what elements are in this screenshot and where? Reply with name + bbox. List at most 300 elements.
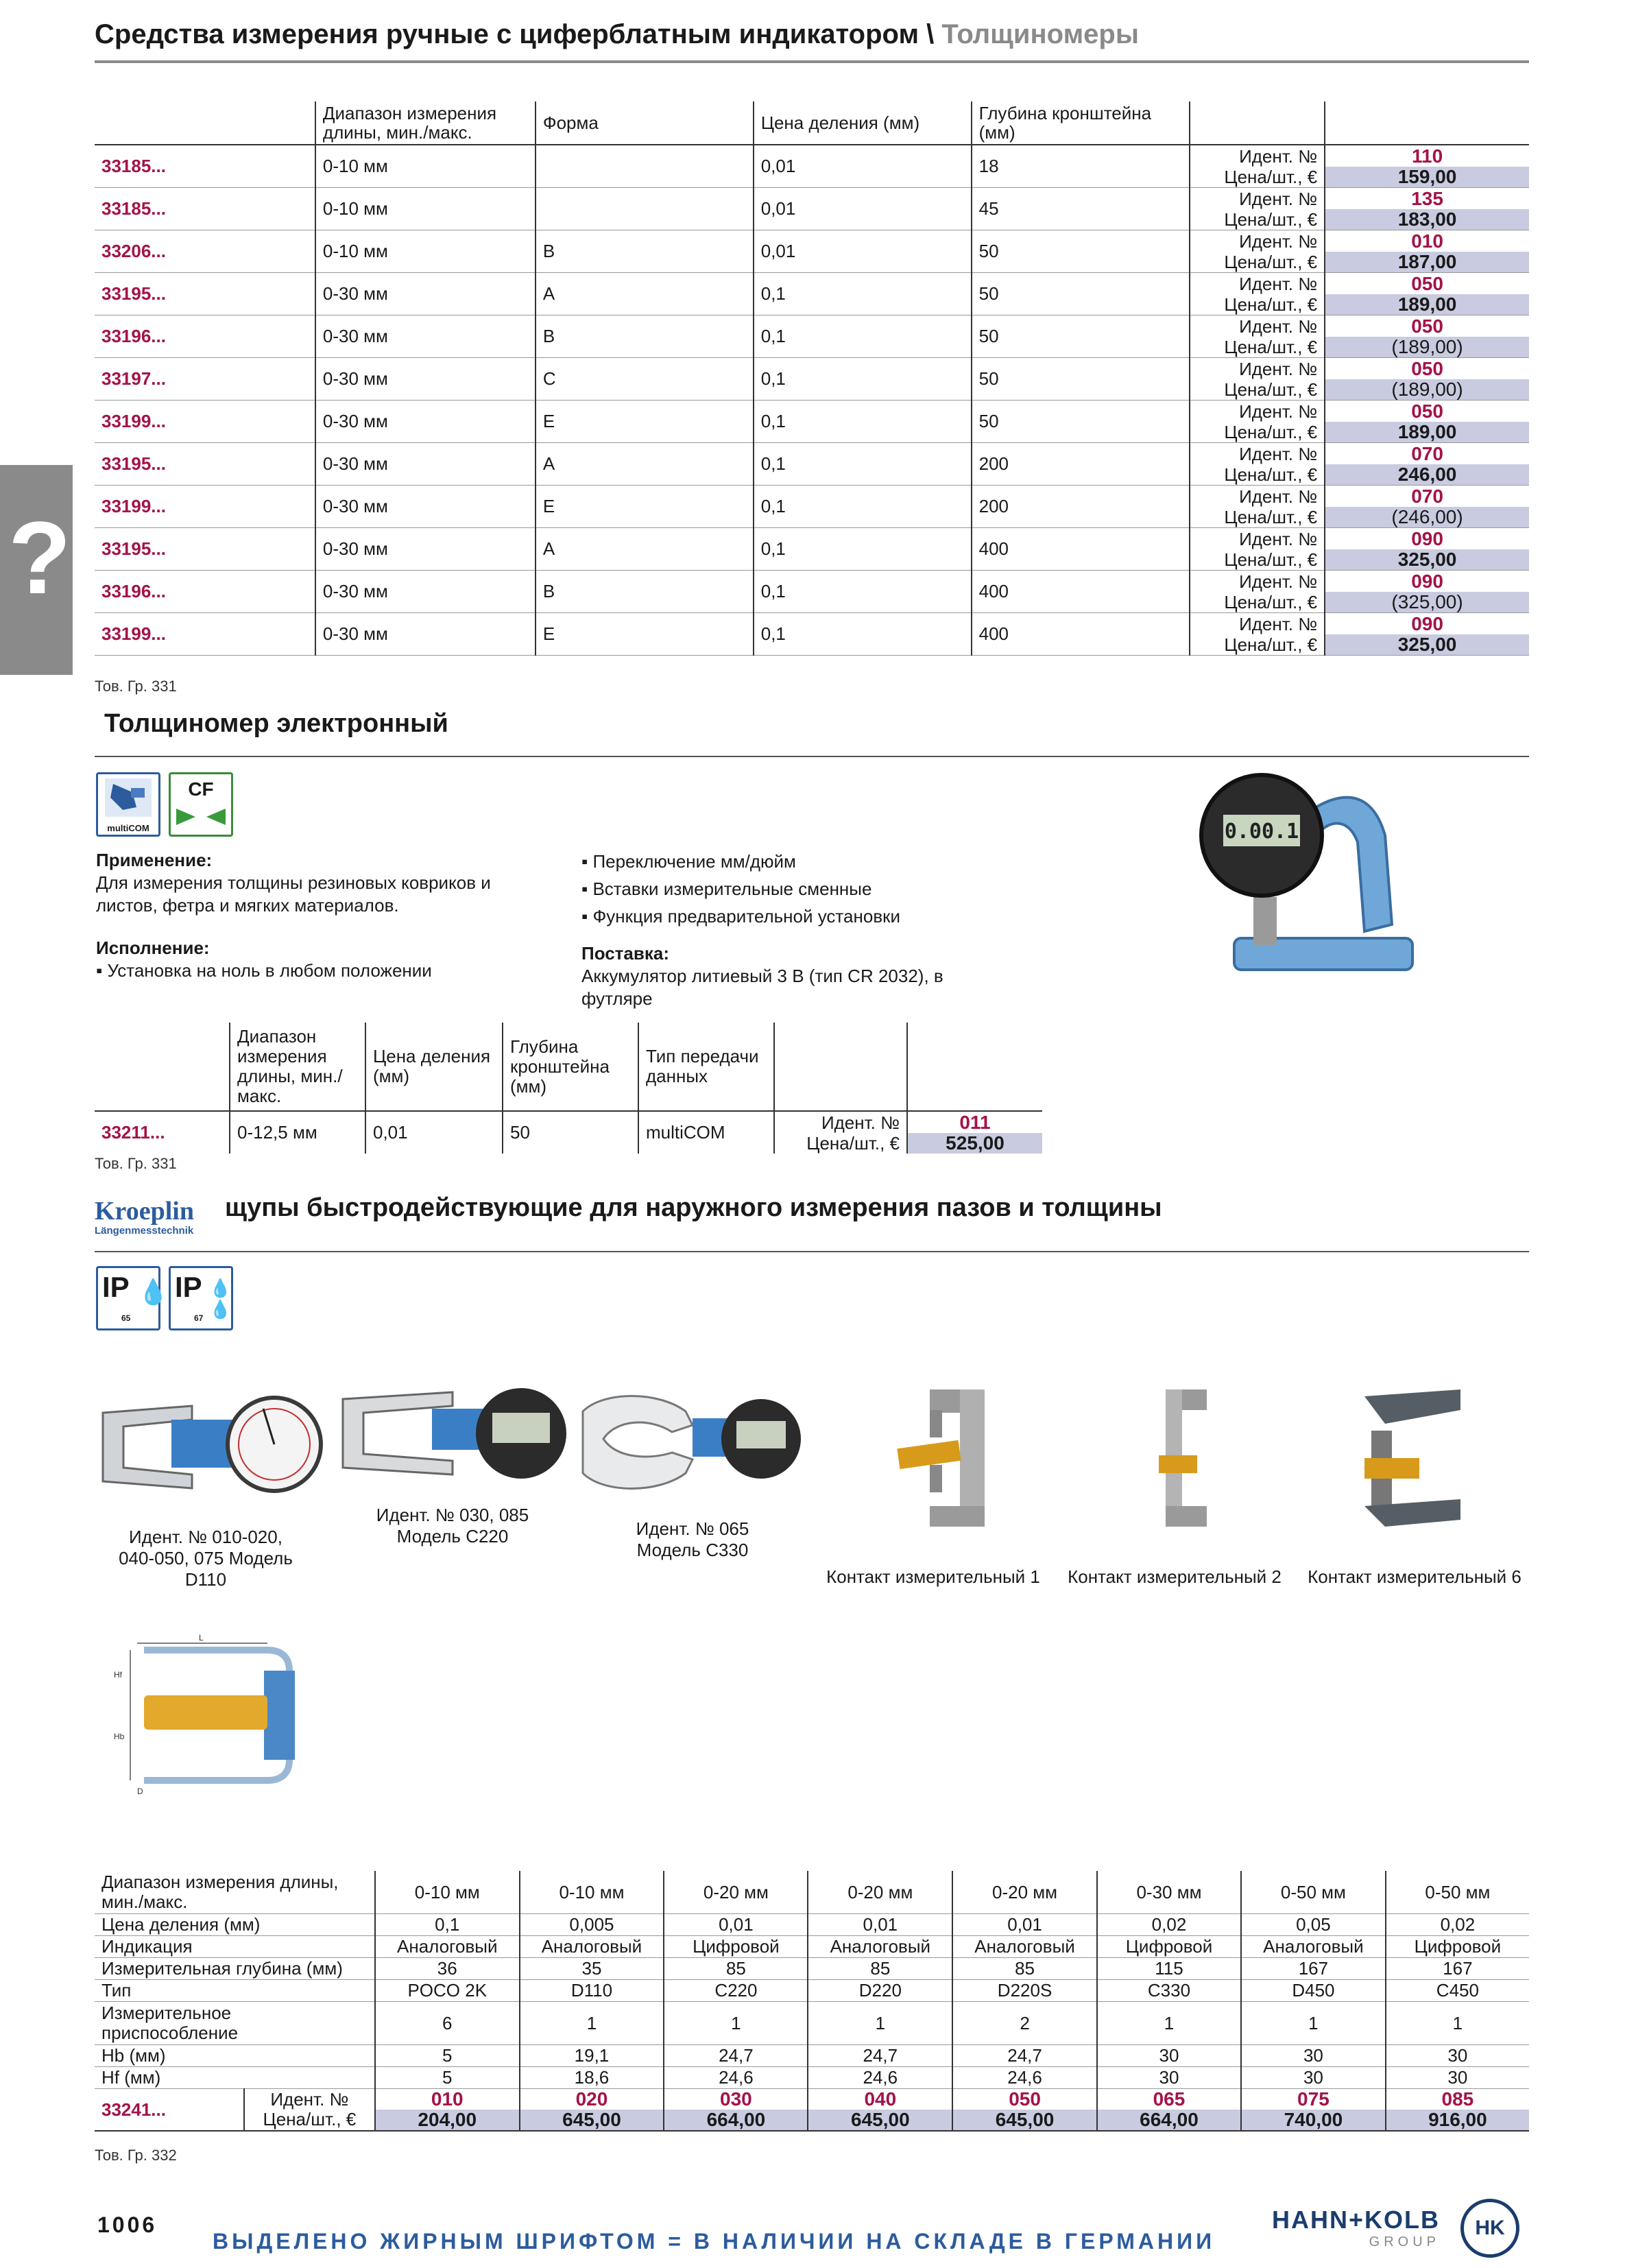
cf-icon (169, 772, 233, 837)
feature-item: Функция предварительной установки (592, 906, 901, 927)
spec-value: 24,7 (808, 2045, 952, 2067)
id-label: Идент. № (1239, 401, 1318, 422)
price-cell (520, 2089, 664, 2132)
form-cell (536, 145, 754, 188)
labels-cell (1190, 613, 1325, 656)
depth-cell: 50 (972, 315, 1190, 358)
spec-row (95, 1914, 1529, 1936)
item-id: 070 (1325, 444, 1529, 464)
logo-sub: Längenmesstechnik (95, 1225, 194, 1237)
header-division: Цена деления (мм) (754, 102, 972, 145)
header-range: Диапазон измерения длины, мин./макс. (315, 102, 536, 145)
header-price (1325, 102, 1529, 145)
item-id: 040 (808, 2089, 952, 2110)
multicom-label: multiCOM (107, 823, 149, 833)
item-id: 050 (1325, 316, 1529, 337)
spec-value: Аналоговый (1241, 1936, 1386, 1958)
id-label: Идент. № (821, 1112, 900, 1133)
price-label: Цена/шт., € (1224, 294, 1318, 315)
depth-cell: 400 (972, 571, 1190, 613)
division-cell: 0,1 (754, 443, 972, 486)
range-cell: 0-30 мм (315, 315, 536, 358)
side-tab-glyph: ? (8, 500, 71, 615)
depth-cell: 200 (972, 486, 1190, 528)
spec-label: Hf (мм) (95, 2067, 375, 2089)
spec-row (95, 1936, 1529, 1958)
depth-cell: 50 (972, 273, 1190, 315)
spec-row (95, 2067, 1529, 2089)
spec-value: 24,6 (808, 2067, 952, 2089)
item-price: (325,00) (1325, 592, 1529, 612)
spec-value: 1 (1386, 2002, 1529, 2045)
division-cell: 0,1 (754, 358, 972, 401)
price-cell (1325, 358, 1529, 401)
item-price: 204,00 (376, 2110, 519, 2130)
range-cell: 0-10 мм (315, 145, 536, 188)
division-cell: 0,01 (754, 188, 972, 230)
range-cell: 0-30 мм (315, 358, 536, 401)
table-row (95, 358, 1529, 401)
item-id: 090 (1325, 571, 1529, 592)
price-label: Цена/шт., € (1224, 549, 1318, 570)
spec-value: 0,01 (952, 1914, 1097, 1936)
stock-note: ВЫДЕЛЕНО ЖИРНЫМ ШРИФТОМ = В НАЛИЧИИ НА СКЛАДЕ В ГЕРМАНИИ (213, 2229, 1216, 2254)
spec-value: 24,7 (952, 2045, 1097, 2067)
depth-cell: 50 (972, 230, 1190, 273)
item-price: 740,00 (1242, 2110, 1385, 2130)
design-item: Установка на ноль в любом положении (107, 960, 432, 981)
labels-cell (1190, 273, 1325, 315)
product-group: Тов. Гр. 332 (95, 2147, 177, 2164)
display-readout: 0.00.1 (1224, 820, 1299, 844)
division-cell: 0,1 (754, 315, 972, 358)
item-id: 070 (1325, 486, 1529, 507)
spec-value: 1 (808, 2002, 952, 2045)
item-id: 050 (953, 2089, 1096, 2110)
spec-row (95, 1871, 1529, 1914)
thickness-gauges-table (95, 102, 1529, 656)
table-row (95, 145, 1529, 188)
spec-value: 85 (952, 1958, 1097, 1980)
header-division: Цена деления (мм) (365, 1023, 503, 1111)
design-heading: Исполнение: (96, 938, 210, 958)
division-cell: 0,01 (365, 1111, 503, 1154)
item-price: 645,00 (953, 2110, 1096, 2130)
header-depth: Глубина кронштейна (мм) (503, 1023, 638, 1111)
table-row (95, 315, 1529, 358)
price-label: Цена/шт., € (1224, 421, 1318, 442)
logo-main: Kroeplin (95, 1197, 194, 1226)
item-id: 050 (1325, 359, 1529, 379)
range-cell: 0-30 мм (315, 571, 536, 613)
id-label: Идент. № (1239, 188, 1318, 209)
gauge-c220-image (336, 1378, 569, 1495)
article-number: 33197... (95, 358, 315, 401)
spec-value: 5 (375, 2067, 520, 2089)
spec-value: 1 (1097, 2002, 1241, 2045)
use-heading: Применение: (96, 850, 213, 870)
division-cell: 0,1 (754, 273, 972, 315)
spec-row (95, 1980, 1529, 2002)
labels-cell (1190, 486, 1325, 528)
range-cell: 0-30 мм (315, 443, 536, 486)
division-cell: 0,1 (754, 486, 972, 528)
table-header (95, 1023, 1042, 1111)
spec-value: 0-10 мм (375, 1871, 520, 1914)
division-cell: 0,01 (754, 230, 972, 273)
labels-cell (1190, 571, 1325, 613)
header-form: Форма (536, 102, 754, 145)
hahn-kolb-logo (1234, 2206, 1440, 2250)
header-rule (95, 60, 1529, 63)
item-price: 189,00 (1325, 422, 1529, 442)
article-number: 33196... (95, 571, 315, 613)
spec-value: 24,7 (664, 2045, 808, 2067)
form-cell: E (536, 613, 754, 656)
price-label: Цена/шт., € (1224, 336, 1318, 357)
header-transfer: Тип передачи данных (638, 1023, 774, 1111)
item-price: 159,00 (1325, 167, 1529, 187)
brand-sub: GROUP (1369, 2234, 1440, 2249)
kroeplin-specs-table (95, 1871, 1529, 2132)
spec-value: 0,005 (520, 1914, 664, 1936)
spec-value: 0,01 (808, 1914, 952, 1936)
product-group: Тов. Гр. 331 (95, 678, 177, 695)
price-cell (1325, 315, 1529, 358)
label-d: D (137, 1787, 143, 1796)
item-id: 030 (664, 2089, 807, 2110)
price-cell (907, 1111, 1042, 1154)
id-label: Идент. № (1239, 613, 1318, 634)
title-sub: Толщиномеры (941, 19, 1140, 49)
spec-value: D450 (1241, 1980, 1386, 2002)
spec-row (95, 1958, 1529, 1980)
caption-d110: Идент. № 010-020, 040-050, 075 Модель D110 (119, 1527, 293, 1590)
spec-value: 85 (808, 1958, 952, 1980)
feature-item: Переключение мм/дюйм (592, 851, 796, 872)
article-number: 33185... (95, 145, 315, 188)
spec-value: 0,05 (1241, 1914, 1386, 1936)
article-number: 33196... (95, 315, 315, 358)
article-number: 33199... (95, 486, 315, 528)
contact-1-image (885, 1383, 994, 1533)
spec-value: Аналоговый (808, 1936, 952, 1958)
item-price: 325,00 (1325, 549, 1529, 570)
item-id: 110 (1325, 146, 1529, 167)
price-cell (1325, 613, 1529, 656)
price-cell (1325, 443, 1529, 486)
spec-value: 35 (520, 1958, 664, 1980)
price-row (95, 2089, 1529, 2132)
item-price: 246,00 (1325, 464, 1529, 485)
spec-value: D220S (952, 1980, 1097, 2002)
depth-cell: 50 (972, 358, 1190, 401)
article-number: 33199... (95, 401, 315, 443)
form-cell: E (536, 401, 754, 443)
item-id: 011 (908, 1112, 1042, 1133)
spec-value: 2 (952, 2002, 1097, 2045)
supply-heading: Поставка: (581, 943, 669, 964)
spec-value: Цифровой (664, 1936, 808, 1958)
table-row (95, 188, 1529, 230)
spec-value: 5 (375, 2045, 520, 2067)
spec-value: 0-20 мм (952, 1871, 1097, 1914)
gauge-c330-image (576, 1384, 809, 1501)
spec-value: Аналоговый (520, 1936, 664, 1958)
range-cell: 0-30 мм (315, 613, 536, 656)
labels-cell (1190, 358, 1325, 401)
item-price: (246,00) (1325, 507, 1529, 527)
spec-label: Индикация (95, 1936, 375, 1958)
id-label: Идент. № (1239, 571, 1318, 592)
design-block: Исполнение: ▪ Установка на ноль в любом положении (96, 938, 432, 981)
ip-code: 65 (121, 1313, 131, 1323)
spec-value: 0-10 мм (520, 1871, 664, 1914)
labels-cell (1190, 230, 1325, 273)
section-title-kroeplin: щупы быстродействующие для наружного измерения пазов и толщины (225, 1193, 1162, 1222)
spec-value: 30 (1097, 2045, 1241, 2067)
spec-value: 0,02 (1097, 1914, 1241, 1936)
ip-label: IP (102, 1271, 130, 1303)
range-cell: 0-10 мм (315, 230, 536, 273)
label-hb: Hb (114, 1732, 125, 1741)
price-label: Цена/шт., € (1224, 591, 1318, 612)
spec-label: Цена деления (мм) (95, 1914, 375, 1936)
contact-2-image (1138, 1383, 1220, 1533)
spec-value: Цифровой (1386, 1936, 1529, 1958)
section2-rule (95, 756, 1529, 757)
price-cell (1325, 188, 1529, 230)
use-block (96, 849, 549, 917)
table-row (95, 571, 1529, 613)
header-article (95, 1023, 230, 1111)
spec-value: POCO 2K (375, 1980, 520, 2002)
range-cell: 0-30 мм (315, 273, 536, 315)
price-cell (1325, 486, 1529, 528)
price-cell (808, 2089, 952, 2132)
price-cell (1325, 528, 1529, 571)
form-cell: B (536, 571, 754, 613)
item-id: 085 (1386, 2089, 1529, 2110)
label-hf: Hf (114, 1670, 122, 1680)
item-id: 090 (1325, 614, 1529, 634)
spec-value: 36 (375, 1958, 520, 1980)
electronic-gauge-image (1193, 760, 1419, 986)
spec-value: 6 (375, 2002, 520, 2045)
caption-contact-2: Контакт измерительный 2 (1068, 1566, 1282, 1587)
item-id: 135 (1325, 189, 1529, 209)
table-row (95, 443, 1529, 486)
arrows-icon (171, 774, 231, 835)
labels-cell (1190, 188, 1325, 230)
division-cell: 0,1 (754, 571, 972, 613)
division-cell: 0,1 (754, 401, 972, 443)
item-price: 183,00 (1325, 209, 1529, 230)
emblem-text: HK (1475, 2217, 1505, 2239)
price-label: Цена/шт., € (263, 2109, 357, 2129)
spec-row (95, 2045, 1529, 2067)
spec-value: 0-20 мм (664, 1871, 808, 1914)
table-row (95, 273, 1529, 315)
article-number: 33185... (95, 188, 315, 230)
id-label: Идент. № (1239, 486, 1318, 507)
id-label: Идент. № (1239, 528, 1318, 549)
ip65-icon (96, 1266, 169, 1330)
supply-text: Аккумулятор литиевый 3 В (тип CR 2032), в футляре (581, 966, 943, 1009)
header-labels (774, 1023, 907, 1111)
item-id: 020 (520, 2089, 664, 2110)
spec-value: 0,01 (664, 1914, 808, 1936)
product-group: Тов. Гр. 331 (95, 1155, 177, 1172)
brand-name: HAHN+KOLB (1271, 2206, 1440, 2234)
price-label: Цена/шт., € (1224, 634, 1318, 655)
article-number: 33195... (95, 443, 315, 486)
spec-label: Измерительная глубина (мм) (95, 1958, 375, 1980)
price-cell (375, 2089, 520, 2132)
spec-row (95, 2002, 1529, 2045)
caption-contact-6: Контакт измерительный 6 (1308, 1566, 1521, 1587)
depth-cell: 400 (972, 613, 1190, 656)
spec-value: 1 (664, 2002, 808, 2045)
price-cell (1097, 2089, 1241, 2132)
spec-value: 0-50 мм (1386, 1871, 1529, 1914)
labels-cell (1190, 315, 1325, 358)
item-id: 065 (1098, 2089, 1240, 2110)
range-cell: 0-10 мм (315, 188, 536, 230)
range-cell: 0-30 мм (315, 486, 536, 528)
page-title (95, 19, 1139, 50)
spec-label: Диапазон измерения длины, мин./макс. (95, 1871, 375, 1914)
item-price: 525,00 (908, 1133, 1042, 1154)
id-label: Идент. № (1239, 315, 1318, 337)
section-title-electronic: Толщиномер электронный (104, 709, 448, 738)
form-cell: B (536, 230, 754, 273)
id-label: Идент. № (1239, 443, 1318, 464)
ip-code: 67 (194, 1313, 204, 1323)
spec-value: 30 (1386, 2067, 1529, 2089)
header-depth: Глубина кронштейна (мм) (972, 102, 1190, 145)
caption-contact-1: Контакт измерительный 1 (826, 1566, 1040, 1587)
electronic-gauge-table (95, 1023, 1042, 1154)
spec-value: 18,6 (520, 2067, 664, 2089)
page-number: 1006 (97, 2212, 158, 2237)
spec-label: Hb (мм) (95, 2045, 375, 2067)
form-cell: C (536, 358, 754, 401)
header-price (907, 1023, 1042, 1111)
form-cell: A (536, 273, 754, 315)
title-main: Средства измерения ручные с циферблатным индикатором (95, 19, 919, 49)
table-row (95, 230, 1529, 273)
table-row (95, 486, 1529, 528)
labels-cell (1190, 145, 1325, 188)
features-list: ▪ Переключение мм/дюйм ▪ Вставки измерительные сменные ▪ Функция предварительной установки (581, 851, 901, 927)
item-price: 325,00 (1325, 634, 1529, 655)
price-label: Цена/шт., € (1224, 208, 1318, 230)
price-cell (1325, 401, 1529, 443)
feature-item: Вставки измерительные сменные (592, 879, 872, 899)
article-number: 33195... (95, 528, 315, 571)
spec-value: 1 (1241, 2002, 1386, 2045)
price-cell (664, 2089, 808, 2132)
price-cell (1386, 2089, 1529, 2132)
form-cell: E (536, 486, 754, 528)
use-text: Для измерения толщины резиновых ковриков и листов, фетра и мягких материалов. (96, 872, 491, 916)
spec-value: C220 (664, 1980, 808, 2002)
table-row (95, 613, 1529, 656)
price-cell (1325, 230, 1529, 273)
item-id: 050 (1325, 274, 1529, 294)
title-separator: \ (926, 19, 935, 49)
ip-label: IP (175, 1271, 202, 1303)
spec-value: 0-30 мм (1097, 1871, 1241, 1914)
range-cell: 0-12,5 мм (230, 1111, 365, 1154)
depth-cell: 200 (972, 443, 1190, 486)
cf-label: CF (188, 778, 214, 800)
price-label: Цена/шт., € (806, 1132, 900, 1154)
spec-value: D110 (520, 1980, 664, 2002)
form-cell (536, 188, 754, 230)
price-label: Цена/шт., € (1224, 166, 1318, 187)
dimension-diagram (110, 1630, 315, 1801)
item-price: 187,00 (1325, 252, 1529, 272)
price-cell (1241, 2089, 1386, 2132)
spec-label: Тип (95, 1980, 375, 2002)
section3-rule (95, 1251, 1529, 1252)
item-price: 916,00 (1386, 2110, 1529, 2130)
labels-cell (1190, 443, 1325, 486)
price-cell (1325, 145, 1529, 188)
depth-cell: 50 (503, 1111, 638, 1154)
item-price: 645,00 (520, 2110, 664, 2130)
table-row (95, 528, 1529, 571)
price-label: Цена/шт., € (1224, 379, 1318, 400)
item-price: 664,00 (664, 2110, 807, 2130)
labels-cell (1190, 401, 1325, 443)
item-id: 090 (1325, 529, 1529, 549)
spec-value: 0,02 (1386, 1914, 1529, 1936)
spec-value: 30 (1386, 2045, 1529, 2067)
item-price: (189,00) (1325, 379, 1529, 400)
spec-value: Аналоговый (375, 1936, 520, 1958)
price-label: Цена/шт., € (1224, 464, 1318, 485)
item-id: 010 (1325, 231, 1529, 252)
spec-value: 30 (1241, 2067, 1386, 2089)
item-id: 075 (1242, 2089, 1385, 2110)
spec-value: 115 (1097, 1958, 1241, 1980)
spec-value: 24,6 (664, 2067, 808, 2089)
range-cell: 0-30 мм (315, 528, 536, 571)
spec-value: 30 (1097, 2067, 1241, 2089)
price-label: Цена/шт., € (1224, 506, 1318, 527)
spec-value: 19,1 (520, 2045, 664, 2067)
table-row (95, 401, 1529, 443)
spec-value: 30 (1241, 2045, 1386, 2067)
article-number: 33195... (95, 273, 315, 315)
depth-cell: 45 (972, 188, 1190, 230)
id-label: Идент. № (1239, 145, 1318, 167)
spec-value: 0-20 мм (808, 1871, 952, 1914)
kroeplin-logo (95, 1197, 194, 1237)
spec-value: 1 (520, 2002, 664, 2045)
header-range: Диапазон измерения длины, мин./макс. (230, 1023, 365, 1111)
item-price: 645,00 (808, 2110, 952, 2130)
header-article (95, 102, 315, 145)
spec-value: 0,1 (375, 1914, 520, 1936)
multicom-icon (96, 772, 160, 837)
id-label: Идент. № (1239, 358, 1318, 379)
supply-block (581, 942, 993, 1010)
spec-value: C330 (1097, 1980, 1241, 2002)
